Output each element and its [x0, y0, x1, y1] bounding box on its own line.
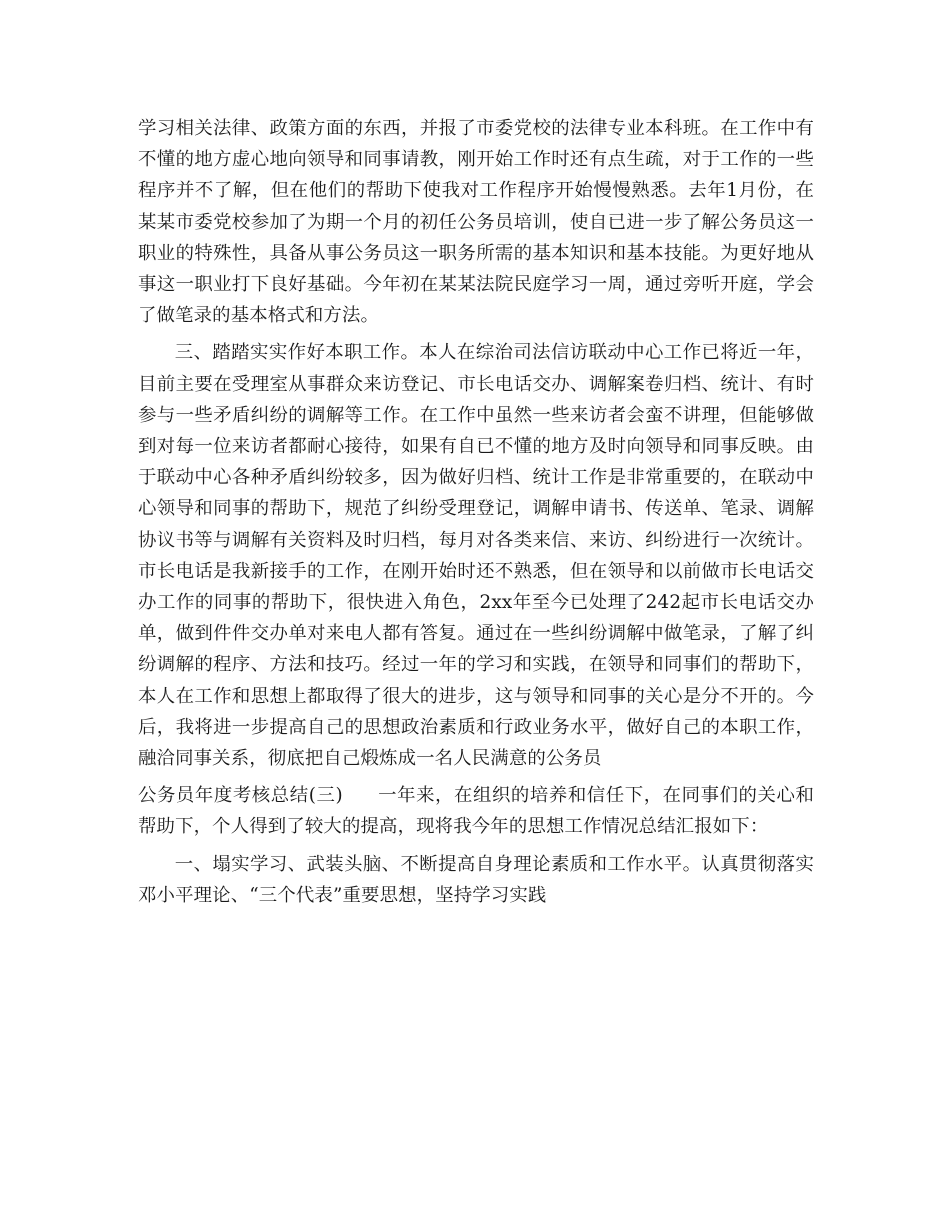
section-heading: 公务员年度考核总结(三) — [138, 785, 343, 807]
paragraph-study-continuation — [138, 113, 814, 331]
document-body — [138, 113, 814, 917]
paragraph-summary-three — [138, 780, 814, 842]
paragraph-text: 一年来，在组织的培养和信任下，在同事们的关心和帮助下，个人得到了较大的提高，现将我今年的思想工作情况总结汇报如下： — [138, 785, 814, 838]
paragraph-text: 学习相关法律、政策方面的东西，并报了市委党校的法律专业本科班。在工作中有不懂的地方虚心地向领导和同事请教，刚开始工作时还有点生疏，对于工作的一些程序并不了解，但在他们的帮助下使我对工作程序开始慢慢熟悉。去年1月份，在某某市委党校参加了为期一个月的初任公务员培训，使自已进一步了解公务员这一职业的特殊性，具备从事公务员这一职务所需的基本知识和基本技能。为更好地从事这一职业打下良好基础。今年初在某某法院民庭学习一周，通过旁听开庭，学会了做笔录的基本格式和方法。 — [138, 118, 814, 327]
paragraph-section-one — [138, 849, 814, 911]
paragraph-section-three — [138, 337, 814, 774]
paragraph-text: 三、踏踏实实作好本职工作。本人在综治司法信访联动中心工作已将近一年，目前主要在受理室从事群众来访登记、市长电话交办、调解案卷归档、统计、有时参与一些矛盾纠纷的调解等工作。在工作中虽然一些来访者会蛮不讲理，但能够做到对每一位来访者都耐心接待，如果有自已不懂的地方及时向领导和同事反映。由于联动中心各种矛盾纠纷较多，因为做好归档、统计工作是非常重要的，在联动中心领导和同事的帮助下，规范了纠纷受理登记，调解申请书、传送单、笔录、调解协议书等与调解有关资料及时归档，每月对各类来信、来访、纠纷进行一次统计。市长电话是我新接手的工作，在刚开始时还不熟悉，但在领导和以前做市长电话交办工作的同事的帮助下，很快进入角色，2xx年至今已处理了242起市长电话交办单，做到件件交办单对来电人都有答复。通过在一些纠纷调解中做笔录，了解了纠纷调解的程序、方法和技巧。经过一年的学习和实践，在领导和同事们的帮助下，本人在工作和思想上都取得了很大的进步，这与领导和同事的关心是分不开的。今后，我将进一步提高自己的思想政治素质和行政业务水平，做好自己的本职工作，融洽同事关系，彻底把自己煅炼成一名人民满意的公务员 — [138, 342, 814, 770]
paragraph-text: 一、塌实学习、武装头脑、不断提高自身理论素质和工作水平。认真贯彻落实邓小平理论、“三个代表”重要思想，坚持学习实践 — [138, 853, 814, 906]
